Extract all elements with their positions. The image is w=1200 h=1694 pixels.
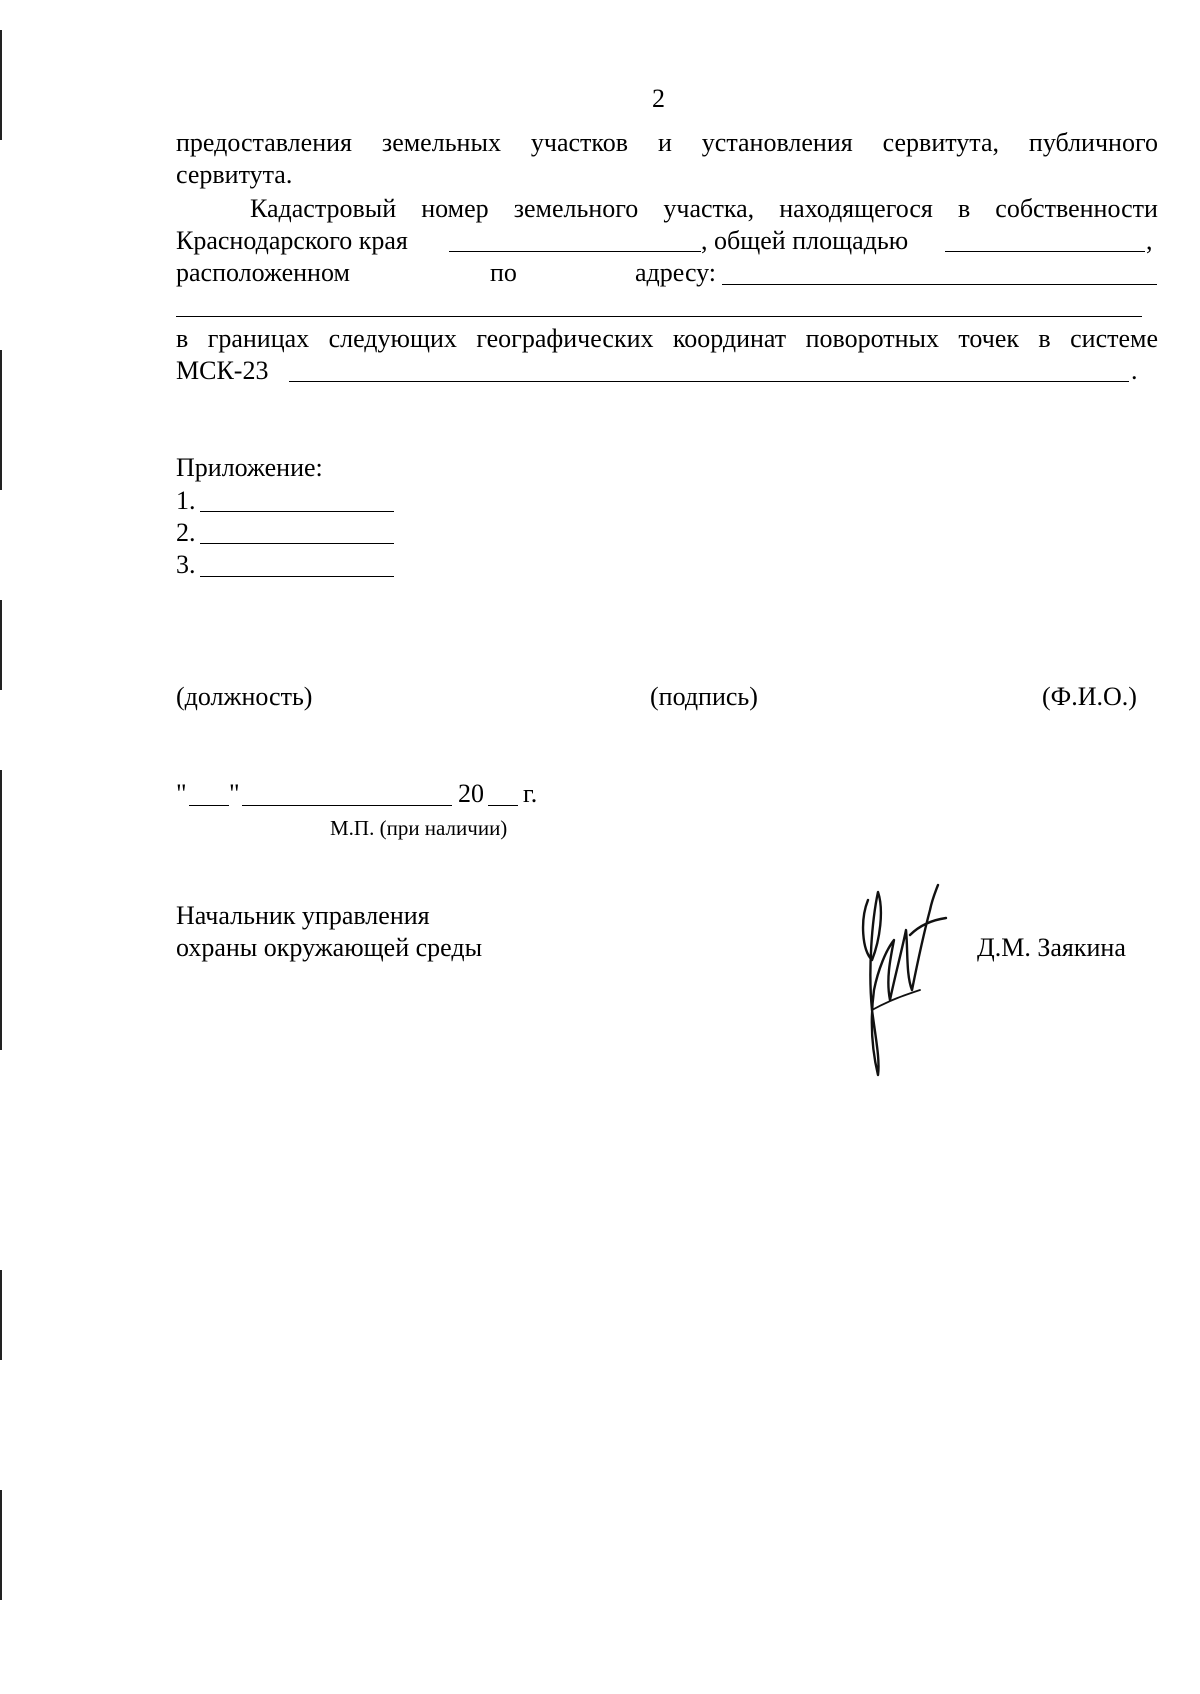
scan-edge-mark [0, 30, 2, 140]
page-number: 2 [652, 84, 665, 113]
stamp-note: М.П. (при наличии) [330, 816, 508, 840]
appendix-item-3: 3. [176, 550, 196, 579]
word: предоставления [176, 128, 352, 157]
word: земельного [513, 194, 639, 223]
word: географических [476, 324, 654, 353]
position-label: (должность) [176, 682, 313, 711]
word: участков [530, 128, 628, 157]
paragraph-3-line-1 [176, 323, 1158, 355]
word: номер [421, 194, 489, 223]
word: поворотных [805, 324, 939, 353]
word: в [176, 324, 189, 353]
appendix-item-2-blank [200, 543, 394, 544]
scan-edge-mark [0, 1270, 2, 1360]
appendix-title: Приложение: [176, 453, 323, 482]
paragraph-1-line-1 [176, 127, 1158, 159]
word: в [1038, 324, 1051, 353]
located-label: расположенном [176, 258, 350, 287]
signer-title-line-2: охраны окружающей среды [176, 933, 483, 962]
signer-title-line-1: Начальник управления [176, 901, 430, 930]
date-close-quote: " [229, 779, 240, 808]
appendix-item-1: 1. [176, 486, 196, 515]
scan-edge-mark [0, 770, 2, 1050]
scan-edge-mark [0, 600, 2, 690]
paragraph-2-line-1 [250, 193, 1158, 225]
address-label: адресу: [635, 258, 717, 287]
full-name-label: (Ф.И.О.) [1042, 682, 1137, 711]
day-blank [189, 805, 229, 806]
word: координат [672, 324, 787, 353]
handwritten-signature [850, 880, 960, 1080]
year-prefix: 20 [458, 779, 484, 808]
appendix-item-1-blank [200, 511, 394, 512]
scan-edge-mark [0, 1490, 2, 1600]
paragraph-1-line-2: сервитута. [176, 160, 293, 189]
word: и [657, 128, 672, 157]
date-open-quote: " [176, 779, 187, 808]
scan-edge-mark [0, 350, 2, 490]
word: участка, [663, 194, 755, 223]
area-label: , общей площадью [701, 226, 909, 255]
appendix-item-3-blank [200, 576, 394, 577]
area-blank [945, 251, 1145, 252]
word: точек [958, 324, 1020, 353]
area-comma: , [1146, 226, 1153, 255]
month-blank [242, 805, 452, 806]
word: следующих [328, 324, 457, 353]
word: Кадастровый [250, 194, 397, 223]
word: системе [1070, 324, 1158, 353]
word: сервитута, [882, 128, 999, 157]
word: находящегося [779, 194, 933, 223]
signature-label: (подпись) [650, 682, 758, 711]
region-label: Краснодарского края [176, 226, 408, 255]
word: в [957, 194, 971, 223]
address-blank [722, 284, 1157, 285]
word: границах [207, 324, 310, 353]
year-suffix: г. [523, 779, 538, 808]
cadastral-number-blank [449, 251, 701, 252]
word: земельных [381, 128, 501, 157]
coordinates-blank [289, 381, 1129, 382]
signer-name: Д.М. Заякина [977, 933, 1126, 962]
address-blank-continued [176, 316, 1142, 317]
word: установления [701, 128, 853, 157]
coordinates-period: . [1131, 356, 1138, 385]
year-blank [488, 805, 518, 806]
coordinate-system-label: МСК-23 [176, 356, 269, 385]
word: публичного [1028, 128, 1158, 157]
word: собственности [995, 194, 1158, 223]
appendix-item-2: 2. [176, 518, 196, 547]
by-label: по [490, 258, 517, 287]
